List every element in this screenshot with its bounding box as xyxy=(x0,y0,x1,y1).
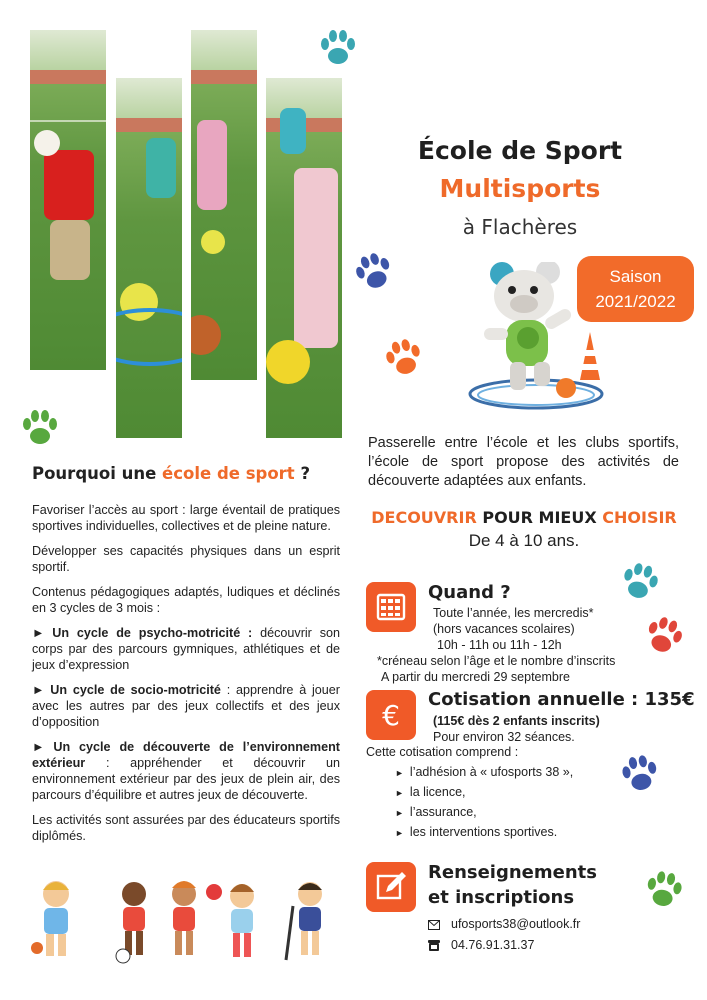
why-p4: Les activités sont assurées par des éducateurs sportifs diplômés. xyxy=(32,813,340,843)
calendar-icon-box xyxy=(366,582,416,632)
paw-icon xyxy=(384,338,424,378)
fee-item: ► l’assurance, xyxy=(395,805,477,819)
cycle-1 xyxy=(32,625,340,673)
when-line-5: A partir du mercredi 29 septembre xyxy=(381,670,570,684)
why-heading-a: Pourquoi une xyxy=(32,464,157,483)
mascot-bear-image xyxy=(462,262,610,418)
photo-strip-1 xyxy=(30,30,106,370)
cycle-3 xyxy=(32,739,340,803)
cycle-1-title: ► Un cycle de psycho-motricité : xyxy=(32,626,253,640)
season-label: Saison xyxy=(609,267,662,286)
why-heading-b: école de sport xyxy=(162,464,295,483)
intro-text: Passerelle entre l’école et les clubs sportifs, l’école de sport propose des activités de découverte adaptées aux enfants. xyxy=(368,435,679,489)
fee-heading: Cotisation annuelle : 135€ xyxy=(428,689,695,710)
age-range: De 4 à 10 ans. xyxy=(468,531,580,550)
photo-strip-2 xyxy=(116,78,182,438)
phone-icon xyxy=(428,940,440,951)
paw-icon xyxy=(620,562,660,602)
when-line-4: *créneau selon l’âge et le nombre d’inscrits xyxy=(377,654,616,668)
paw-icon xyxy=(620,754,660,794)
title-line-2: Multisports xyxy=(439,174,601,203)
title-line-1: École de Sport xyxy=(417,136,623,165)
svg-text:€: € xyxy=(382,699,400,732)
calendar-icon xyxy=(366,582,416,632)
when-line-3: 10h - 11h ou 11h - 12h xyxy=(437,638,562,652)
paw-icon xyxy=(354,252,394,292)
paw-icon xyxy=(20,408,60,448)
paw-icon xyxy=(318,28,358,68)
cycle-2-title: ► Un cycle de socio-motricité xyxy=(32,683,221,697)
kids-illustration xyxy=(28,876,338,968)
cycle-3-text: : appréhender et découvrir un environnement extérieur par des jeux de plein air, des parcours d’équilibre et autres jeux de découverte. xyxy=(32,756,341,802)
cycle-2 xyxy=(32,682,340,730)
motto-word-1: DECOUVRIR xyxy=(371,508,477,527)
why-p2: Développer ses capacités physiques dans un esprit sportif. xyxy=(32,544,340,574)
when-line-2: (hors vacances scolaires) xyxy=(433,622,575,636)
motto-word-2: POUR MIEUX xyxy=(482,508,597,527)
fee-item: ► l’adhésion à « ufosports 38 », xyxy=(395,765,574,779)
mail-icon xyxy=(428,920,440,930)
why-p3: Contenus pédagogiques adaptés, ludiques et déclinés en 3 cycles de 3 mois : xyxy=(32,585,340,615)
email-link[interactable]: ufosports38@outlook.fr xyxy=(451,917,581,931)
title-line-3: à Flachères xyxy=(462,215,578,239)
phone-number[interactable]: 04.76.91.31.37 xyxy=(451,938,535,952)
fee-line-2: Pour environ 32 séances. xyxy=(433,730,575,744)
cycle-2-text: : apprendre à jouer avec les autres par des jeux collectifs et des jeux d’opposition xyxy=(32,683,341,729)
paw-icon xyxy=(644,870,684,910)
info-heading-2: et inscriptions xyxy=(428,887,575,908)
why-heading xyxy=(32,464,332,483)
motto-line xyxy=(365,508,683,527)
when-heading: Quand ? xyxy=(428,582,511,603)
euro-icon xyxy=(366,690,416,740)
fee-item: ► les interventions sportives. xyxy=(395,825,558,839)
paw-icon xyxy=(644,616,684,656)
when-line-1: Toute l’année, les mercredis* xyxy=(433,606,594,620)
euro-icon-box xyxy=(366,690,416,740)
why-heading-c: ? xyxy=(300,464,311,483)
why-body xyxy=(32,502,340,853)
fee-line-3: Cette cotisation comprend : xyxy=(366,745,519,759)
photo-strip-4 xyxy=(266,78,342,438)
cycle-3-title: ► Un cycle de découverte de l’environnement extérieur xyxy=(32,740,340,770)
edit-icon-box xyxy=(366,862,416,912)
photo-strip-3 xyxy=(191,30,257,380)
info-heading-1: Renseignements xyxy=(428,862,597,883)
edit-icon xyxy=(366,862,416,912)
fee-item: ► la licence, xyxy=(395,785,466,799)
season-years: 2021/2022 xyxy=(595,292,676,311)
fee-line-1: (115€ dès 2 enfants inscrits) xyxy=(433,714,600,728)
fee-items xyxy=(395,763,573,843)
motto-word-3: CHOISIR xyxy=(602,508,677,527)
cycle-1-text: découvrir son corps par des parcours gymniques, athlétiques et de jeux d’expression xyxy=(32,626,341,672)
why-p1: Favoriser l’accès au sport : large éventail de pratiques sportives individuelles, collectives et de pleine nature. xyxy=(32,503,340,533)
